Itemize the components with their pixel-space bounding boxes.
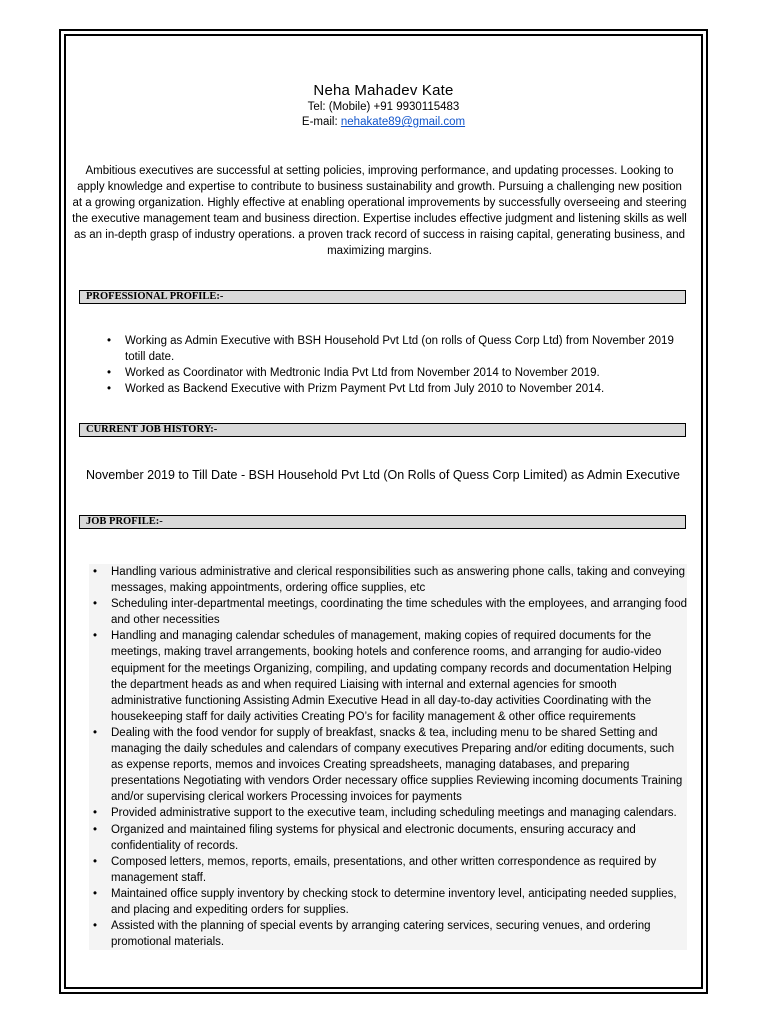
list-item: • Worked as Backend Executive with Prizm Payment Pvt Ltd from July 2010 to November 2014.: [103, 381, 683, 397]
professional-profile-list: [103, 333, 683, 397]
career-summary: Ambitious executives are successful at setting policies, improving performance, and updating processes. Looking to apply knowledge and expertise to contribute to business sustainability and growth. Pursuing a challenging new position at a growing organization. Highly effective at enabling operational improvements by successfully overseeing and steering the executive management team and business direction. Expertise includes effective judgment and listening skills as well as an in-depth grasp of industry operations. a proven track record of success in raising capital, generating business, and maximizing margins.: [72, 165, 687, 257]
email-label: E-mail:: [301, 116, 338, 128]
current-job-title: November 2019 to Till Date - BSH Household Pvt Ltd (On Rolls of Quess Corp Limited) as Admin Executive: [86, 468, 681, 482]
list-item: • Provided administrative support to the executive team, including scheduling meetings and managing calendars.: [89, 805, 687, 821]
list-item: • Maintained office supply inventory by checking stock to determine inventory level, anticipating needed supplies, and placing and expediting orders for supplies.: [89, 886, 687, 918]
list-item: • Dealing with the food vendor for supply of breakfast, snacks & tea, including menu to be shared Setting and managing the daily schedules and calendars of company executives Preparing and/or editing documents, such as expense reports, memos and invoices Creating spreadsheets, managing databases, and preparing presentations Negotiating with vendors Order necessary office supplies Reviewing incoming documents Training and/or supervising clerical workers Processing invoices for payments: [89, 725, 687, 805]
list-item: • Scheduling inter-departmental meetings, coordinating the time schedules with the employees, and arranging food and other necessities: [89, 596, 687, 628]
list-item: • Worked as Coordinator with Medtronic India Pvt Ltd from November 2014 to November 2019.: [103, 365, 683, 381]
candidate-name: Neha Mahadev Kate: [313, 82, 454, 99]
phone-number: Tel: (Mobile) +91 9930115483: [307, 101, 460, 113]
list-item: • Handling and managing calendar schedules of management, making copies of required documents for the meetings, making travel arrangements, booking hotels and conference rooms, and arranging for audio-video equipment for the meetings Organizing, compiling, and updating company records and documentation Helping the department heads as and when required Liaising with internal and external agencies for smooth administrative functioning Assisting Admin Executive Head in all day-to-day activities Coordinating with the housekeeping staff for daily activities Creating PO’s for facility management & other office requirements: [89, 628, 687, 725]
email-link[interactable]: nehakate89@gmail.com: [340, 116, 466, 128]
professional-profile-heading: PROFESSIONAL PROFILE:-: [79, 290, 686, 304]
resume-header: [66, 82, 701, 130]
current-job-history-heading: CURRENT JOB HISTORY:-: [79, 423, 686, 437]
list-item: • Organized and maintained filing systems for physical and electronic documents, ensuring accuracy and confidentiality of records.: [89, 822, 687, 854]
list-item: • Composed letters, memos, reports, emails, presentations, and other written correspondence as required by management staff.: [89, 854, 687, 886]
job-profile-list: [89, 564, 687, 950]
list-item: • Handling various administrative and clerical responsibilities such as answering phone calls, taking and conveying messages, making appointments, ordering office supplies, etc: [89, 564, 687, 596]
job-profile-heading: JOB PROFILE:-: [79, 515, 686, 529]
list-item: • Assisted with the planning of special events by arranging catering services, securing venues, and ordering promotional materials.: [89, 918, 687, 950]
list-item: • Working as Admin Executive with BSH Household Pvt Ltd (on rolls of Quess Corp Ltd) from November 2019 totill date.: [103, 333, 683, 365]
email-line: [66, 115, 701, 130]
